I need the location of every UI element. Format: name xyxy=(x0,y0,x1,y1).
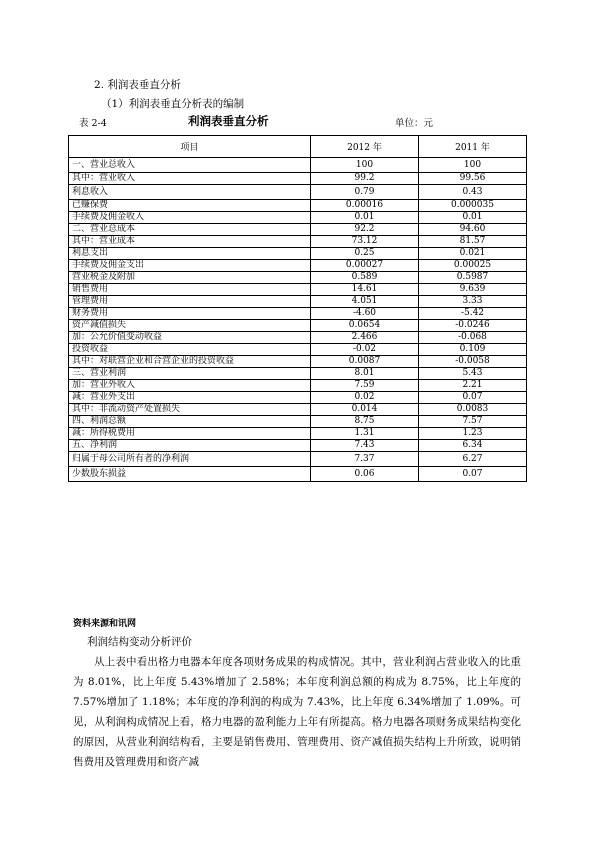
cell-item: 其中：对联营企业和合营企业的投资收益 xyxy=(69,356,311,368)
cell-item: 加：营业外收入 xyxy=(69,380,311,392)
cell-2012: 100 xyxy=(311,158,419,173)
table-row xyxy=(69,158,527,173)
analysis-paragraph: 从上表中看出格力电器本年度各项财务成果的构成情况。其中，营业利润占营业收入的比重为 8.01%，比上年度 5.43%增加了 2.58%；本年度利润总额的构成为 8.75%，比上年度的 7.57%增加了 1.18%；本年度的净利润的构成为 7.43%，比上年度 6.34%增加了 1.09%。可见，从利润构成情况上看，格力电器的盈利能力上年有所提高。格力电器各项财务成果结构变化的原因，从营业利润结构看，主要是销售费用、管理费用、资产减值损失结构上升所致，说明销售费用及管理费用和资产减 xyxy=(73,656,521,768)
table-row xyxy=(69,392,527,404)
paragraph-title: 利润结构变动分析评价 xyxy=(87,636,192,648)
table-row xyxy=(69,236,527,248)
cell-item: 财务费用 xyxy=(69,308,311,320)
cell-2012: 8.75 xyxy=(311,416,419,428)
table-row xyxy=(69,344,527,356)
cell-2012: 7.59 xyxy=(311,380,419,392)
cell-2011: 6.27 xyxy=(419,452,527,467)
table-row xyxy=(69,284,527,296)
cell-item: 减：所得税费用 xyxy=(69,428,311,440)
cell-2011: 0.01 xyxy=(419,212,527,224)
table-header-row xyxy=(69,136,527,158)
cell-item: 已赚保费 xyxy=(69,200,311,212)
cell-item: 减：营业外支出 xyxy=(69,392,311,404)
table-row xyxy=(69,356,527,368)
cell-item: 四、利润总额 xyxy=(69,416,311,428)
cell-2011: 99.56 xyxy=(419,173,527,185)
cell-2011: 3.33 xyxy=(419,296,527,308)
cell-2011: 9.639 xyxy=(419,284,527,296)
table-body xyxy=(69,158,527,482)
cell-2011: 0.000035 xyxy=(419,200,527,212)
cell-2012: 0.00016 xyxy=(311,200,419,212)
cell-2011: -0.068 xyxy=(419,332,527,344)
table-row xyxy=(69,416,527,428)
cell-2011: 7.57 xyxy=(419,416,527,428)
table-row xyxy=(69,248,527,260)
cell-2011: 0.021 xyxy=(419,248,527,260)
cell-2011: 0.0083 xyxy=(419,404,527,416)
cell-2012: 99.2 xyxy=(311,173,419,185)
table-row xyxy=(69,296,527,308)
cell-item: 投资收益 xyxy=(69,344,311,356)
cell-item: 一、营业总收入 xyxy=(69,158,311,173)
table-row xyxy=(69,368,527,380)
cell-2011: 0.43 xyxy=(419,185,527,200)
cell-item: 少数股东损益 xyxy=(69,467,311,482)
table-number: 表 2-4 xyxy=(79,118,107,129)
subsection-heading: （1）利润表垂直分析表的编制 xyxy=(101,98,245,110)
cell-2012: 0.25 xyxy=(311,248,419,260)
table-unit: 单位：元 xyxy=(395,118,434,129)
cell-2011: -5.42 xyxy=(419,308,527,320)
table-row xyxy=(69,332,527,344)
cell-2011: 0.5987 xyxy=(419,272,527,284)
column-header-2012: 2012 年 xyxy=(311,136,419,158)
cell-2011: 0.00025 xyxy=(419,260,527,272)
cell-2011: -0.0058 xyxy=(419,356,527,368)
cell-2012: 0.79 xyxy=(311,185,419,200)
cell-2012: 14.61 xyxy=(311,284,419,296)
cell-item: 其中：非流动资产处置损失 xyxy=(69,404,311,416)
cell-item: 加：公允价值变动收益 xyxy=(69,332,311,344)
cell-2011: 0.07 xyxy=(419,467,527,482)
cell-2011: -0.0246 xyxy=(419,320,527,332)
cell-2011: 94.60 xyxy=(419,224,527,236)
cell-item: 管理费用 xyxy=(69,296,311,308)
cell-item: 五、净利润 xyxy=(69,440,311,452)
cell-2011: 1.23 xyxy=(419,428,527,440)
cell-2012: 0.01 xyxy=(311,212,419,224)
cell-2011: 5.43 xyxy=(419,368,527,380)
cell-item: 手续费及佣金支出 xyxy=(69,260,311,272)
cell-2012: 1.31 xyxy=(311,428,419,440)
cell-2012: 0.0654 xyxy=(311,320,419,332)
income-statement-vertical-table xyxy=(68,135,527,482)
cell-item: 资产减值损失 xyxy=(69,320,311,332)
cell-item: 利息支出 xyxy=(69,248,311,260)
table-row xyxy=(69,440,527,452)
cell-2012: 4.051 xyxy=(311,296,419,308)
table-row xyxy=(69,212,527,224)
cell-item: 三、营业利润 xyxy=(69,368,311,380)
cell-item: 营业税金及附加 xyxy=(69,272,311,284)
table-row xyxy=(69,260,527,272)
cell-2012: 0.06 xyxy=(311,467,419,482)
cell-2012: 0.0087 xyxy=(311,356,419,368)
table-row xyxy=(69,452,527,467)
cell-2012: 0.589 xyxy=(311,272,419,284)
cell-2011: 81.57 xyxy=(419,236,527,248)
table-row xyxy=(69,467,527,482)
cell-2011: 6.34 xyxy=(419,440,527,452)
section-heading: 2. 利润表垂直分析 xyxy=(94,79,181,91)
cell-item: 销售费用 xyxy=(69,284,311,296)
cell-2012: 92.2 xyxy=(311,224,419,236)
table-row xyxy=(69,428,527,440)
cell-2012: 8.01 xyxy=(311,368,419,380)
table-row xyxy=(69,185,527,200)
cell-2011: 100 xyxy=(419,158,527,173)
table-row xyxy=(69,320,527,332)
cell-2012: 0.02 xyxy=(311,392,419,404)
column-header-item: 项目 xyxy=(69,136,311,158)
table-row xyxy=(69,308,527,320)
table-row xyxy=(69,173,527,185)
table-row xyxy=(69,224,527,236)
table-row xyxy=(69,380,527,392)
cell-item: 其中：营业收入 xyxy=(69,173,311,185)
table-title: 利润表垂直分析 xyxy=(188,114,269,128)
cell-item: 利息收入 xyxy=(69,185,311,200)
cell-2012: 73.12 xyxy=(311,236,419,248)
column-header-2011: 2011 年 xyxy=(419,136,527,158)
cell-item: 其中：营业成本 xyxy=(69,236,311,248)
cell-2012: 7.37 xyxy=(311,452,419,467)
cell-2012: 0.00027 xyxy=(311,260,419,272)
cell-2012: 0.014 xyxy=(311,404,419,416)
table-row xyxy=(69,404,527,416)
table-row xyxy=(69,200,527,212)
cell-2012: 7.43 xyxy=(311,440,419,452)
cell-2012: -0.02 xyxy=(311,344,419,356)
cell-2012: 2.466 xyxy=(311,332,419,344)
cell-2011: 0.07 xyxy=(419,392,527,404)
cell-2011: 2.21 xyxy=(419,380,527,392)
data-source: 资料来源和讯网 xyxy=(73,619,137,629)
cell-item: 二、营业总成本 xyxy=(69,224,311,236)
cell-item: 归属于母公司所有者的净利润 xyxy=(69,452,311,467)
table-row xyxy=(69,272,527,284)
cell-item: 手续费及佣金收入 xyxy=(69,212,311,224)
cell-2011: 0.109 xyxy=(419,344,527,356)
cell-2012: -4.60 xyxy=(311,308,419,320)
